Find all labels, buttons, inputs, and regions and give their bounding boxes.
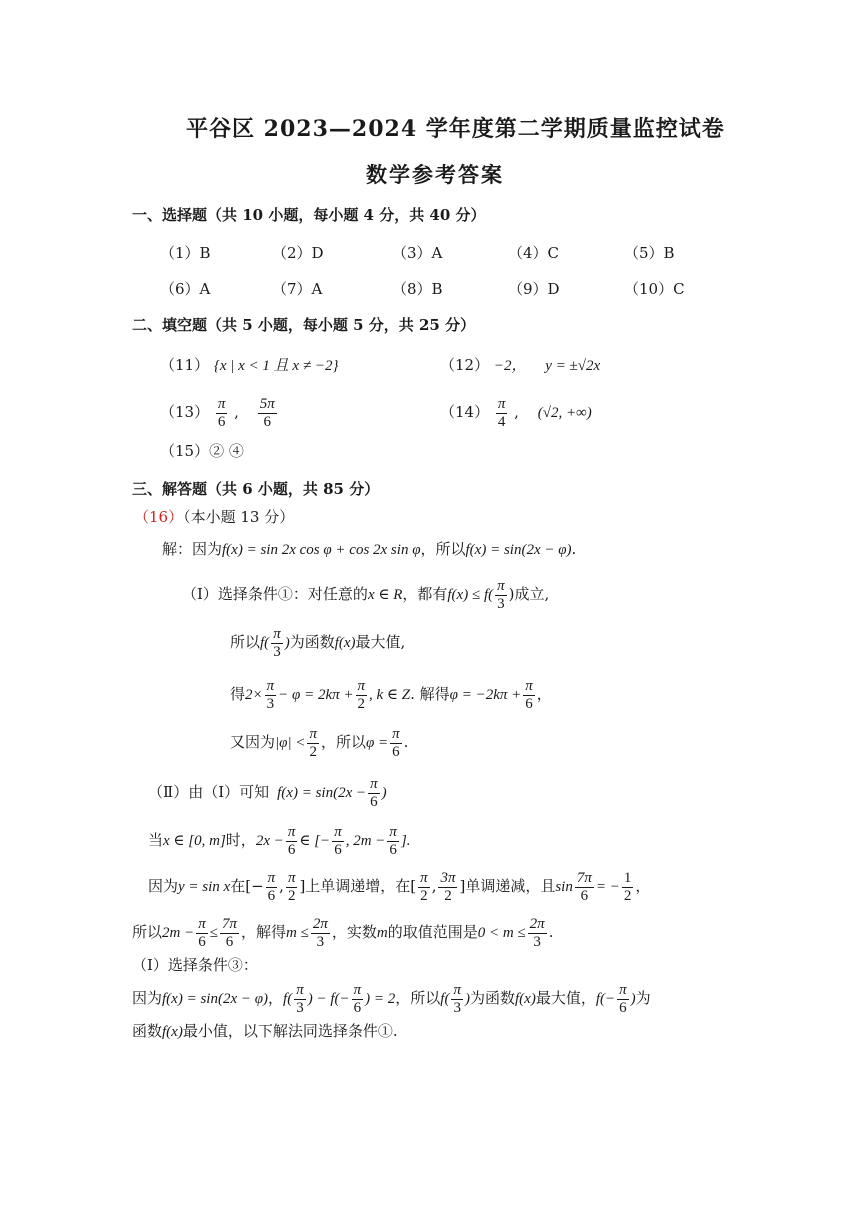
p7-fraction-1 xyxy=(266,870,278,905)
p8-f4-num: 2π xyxy=(529,915,545,932)
answer-8: （8）B xyxy=(392,280,443,298)
p7-f3-den: 2 xyxy=(420,887,428,904)
p7-f5-den: 6 xyxy=(580,887,589,904)
q16-header xyxy=(134,508,294,526)
p7-f6-den: 2 xyxy=(623,887,632,904)
answer-10: （10）C xyxy=(624,280,685,298)
q14-f-den: 4 xyxy=(497,413,506,430)
p5-a: （Ⅱ）由（Ⅰ）可知 xyxy=(148,783,270,801)
p7-fraction-3 xyxy=(418,870,430,905)
p6-fraction-1 xyxy=(286,824,298,859)
p8-b: 2m − xyxy=(162,925,195,941)
p4-f1-num: π xyxy=(309,725,317,742)
p6-f: , 2m − xyxy=(345,833,386,849)
p7-f2-num: π xyxy=(287,869,296,886)
q14-fraction xyxy=(496,396,508,431)
p7-h: sin xyxy=(555,879,573,895)
p11-c: 最小值，以下解法同选择条件①. xyxy=(182,1022,398,1040)
p2-f-den: 3 xyxy=(273,643,281,660)
p10-f1-den: 3 xyxy=(296,999,304,1016)
answer-1: （1）B xyxy=(160,244,211,262)
p10-b: f(x) = sin(2x − φ) xyxy=(162,991,269,1007)
part1-phi xyxy=(230,722,408,763)
p7-e: ]上单调递增，在[ xyxy=(299,877,417,895)
q12-answer-b: y = ±√2x xyxy=(545,358,601,374)
q11-label: （11） xyxy=(160,356,210,374)
p4-f2-num: π xyxy=(392,725,400,742)
page-subtitle: 数学参考答案 xyxy=(366,162,504,187)
p8-fraction-4 xyxy=(528,916,547,951)
p8-d: ，解得 xyxy=(241,923,287,941)
q12-label: （12） xyxy=(440,356,490,374)
part1-condition xyxy=(182,574,549,615)
p7-g: ]单调递减，且 xyxy=(459,877,556,895)
p6-fraction-2 xyxy=(332,824,344,859)
p2-fraction xyxy=(271,626,283,661)
p7-f: , xyxy=(431,877,437,895)
p2-f-num: π xyxy=(273,625,281,642)
p2-a: 所以 xyxy=(230,633,261,651)
p5-c: ) xyxy=(381,785,387,801)
p6-b: x ∈ [0, m] xyxy=(163,833,226,849)
p1-fraction xyxy=(495,578,507,613)
p10-n: ) xyxy=(630,991,636,1007)
q11-answer: {x | x < 1 且 x ≠ −2} xyxy=(213,358,339,374)
p6-e: ∈ [− xyxy=(299,833,331,849)
p3-c: − φ = 2kπ + xyxy=(278,687,354,703)
p7-fraction-4 xyxy=(438,870,457,905)
p10-fraction-4 xyxy=(617,982,629,1017)
q13-fraction-1 xyxy=(216,396,228,431)
section-3-heading: 三、解答题（共 6 小题，共 85 分） xyxy=(132,480,380,498)
p4-c: ，所以 xyxy=(320,733,366,751)
q14-label: （14） xyxy=(440,403,490,421)
p10-f3-den: 3 xyxy=(453,999,461,1016)
q14-answer-b: (√2, +∞) xyxy=(537,405,592,421)
p7-f3-num: π xyxy=(420,869,428,886)
p4-f1-den: 2 xyxy=(309,743,317,760)
p4-a: 又因为 xyxy=(230,733,276,751)
p4-f2-den: 6 xyxy=(392,743,400,760)
p10-k: f(x) xyxy=(515,991,536,1007)
p3-f1-den: 3 xyxy=(266,695,275,712)
p8-e: m ≤ xyxy=(286,925,309,941)
q16-number: （16） xyxy=(134,508,184,526)
condition3-line2 xyxy=(132,1022,398,1041)
p8-f1-den: 6 xyxy=(198,933,206,950)
q12-row xyxy=(440,356,600,375)
p3-f2-num: π xyxy=(357,677,366,694)
p6-a: 当 xyxy=(148,831,164,849)
q13-f1-den: 6 xyxy=(217,413,226,430)
p1-f-den: 3 xyxy=(497,595,505,612)
p10-a: 因为 xyxy=(132,989,163,1007)
p8-f2-num: 7π xyxy=(221,915,237,932)
answer-9: （9）D xyxy=(508,280,560,298)
p7-c: 在[− xyxy=(230,877,264,895)
p3-e: . 解得 xyxy=(410,685,450,703)
section-1-heading: 一、选择题（共 10 小题，每小题 4 分，共 40 分） xyxy=(132,206,486,224)
p3-f3-num: π xyxy=(525,677,533,694)
p11-b: f(x) xyxy=(162,1024,183,1040)
p3-f: φ = −2kπ + xyxy=(449,687,522,703)
p4-e: . xyxy=(403,733,409,751)
p1-d: f(x) ≤ f( xyxy=(447,587,494,603)
answer-2: （2）D xyxy=(272,244,324,262)
p7-f4-den: 2 xyxy=(444,887,452,904)
answer-6: （6）A xyxy=(160,280,211,298)
q13-f1-num: π xyxy=(217,395,226,412)
p6-f3-den: 6 xyxy=(389,841,397,858)
p5-f-den: 6 xyxy=(370,793,378,810)
p6-f1-num: π xyxy=(287,823,296,840)
q13-fraction-2 xyxy=(258,396,277,431)
p1-f-num: π xyxy=(497,577,505,594)
p10-fraction-2 xyxy=(352,982,364,1017)
p5-b: f(x) = sin(2x − xyxy=(277,785,367,801)
part1-solve xyxy=(230,674,552,715)
p10-h: f( xyxy=(440,991,450,1007)
q14-comma: , xyxy=(514,403,519,421)
p8-f1-num: π xyxy=(198,915,206,932)
q14-row xyxy=(440,392,592,433)
p8-fraction-3 xyxy=(311,916,330,951)
p8-f3-den: 3 xyxy=(316,933,325,950)
p6-f1-den: 6 xyxy=(287,841,296,858)
p7-f2-den: 2 xyxy=(287,887,296,904)
answer-4: （4）C xyxy=(508,244,560,262)
p2-c: ) xyxy=(284,635,290,651)
intro-formula-2: f(x) = sin(2x − φ) xyxy=(465,542,572,558)
p8-fraction-1 xyxy=(196,916,208,951)
p10-f4-den: 6 xyxy=(619,999,627,1016)
p3-g: ， xyxy=(536,685,552,703)
part1-condition3: （Ⅰ）选择条件③： xyxy=(132,956,258,974)
p5-fraction xyxy=(368,776,380,811)
p7-fraction-5 xyxy=(575,870,594,905)
p10-f: ) = 2 xyxy=(365,991,396,1007)
p3-f1-num: π xyxy=(266,677,275,694)
p3-f2-den: 2 xyxy=(357,695,365,712)
p10-f2-num: π xyxy=(353,981,362,998)
p7-f1-den: 6 xyxy=(267,887,276,904)
p8-fraction-2 xyxy=(220,916,239,951)
p8-a: 所以 xyxy=(132,923,163,941)
p4-d: φ = xyxy=(365,735,389,751)
intro-c: . xyxy=(571,540,577,558)
p6-c: 时， xyxy=(225,831,256,849)
p3-f3-den: 6 xyxy=(525,695,533,712)
p7-fraction-6 xyxy=(622,870,634,905)
p11-a: 函数 xyxy=(132,1022,163,1040)
solution-intro xyxy=(162,540,576,559)
p3-a: 得 xyxy=(230,685,246,703)
p7-b: y = sin x xyxy=(178,879,231,895)
part1-max xyxy=(230,622,405,663)
p4-fraction-1 xyxy=(307,726,319,761)
p8-f3-num: 2π xyxy=(312,915,328,932)
q13-f2-num: 5π xyxy=(259,395,275,412)
intro-b: ，所以 xyxy=(420,540,466,558)
q15-row: （15）② ④ xyxy=(160,442,244,460)
p8-i: 0 < m ≤ xyxy=(477,925,526,941)
p1-e: )成立, xyxy=(508,585,550,603)
p3-fraction-2 xyxy=(356,678,368,713)
p1-a: （Ⅰ）选择条件①：对任意的 xyxy=(182,585,368,603)
p10-m: f(− xyxy=(595,991,616,1007)
p8-f2-den: 6 xyxy=(225,933,234,950)
q16-note: （本小题 13 分） xyxy=(183,508,295,526)
part2-conclusion xyxy=(132,912,553,953)
p7-f4-num: 3π xyxy=(440,869,456,886)
p7-f1-num: π xyxy=(267,869,276,886)
p1-b: x ∈ R xyxy=(367,587,403,603)
p8-j: . xyxy=(548,923,554,941)
answer-7: （7）A xyxy=(272,280,323,298)
p10-c: ， xyxy=(268,989,284,1007)
p10-f1-num: π xyxy=(296,981,304,998)
p8-f: ，实数 xyxy=(331,923,377,941)
p2-d: 为函数 xyxy=(289,633,335,651)
q13-label: （13） xyxy=(160,403,210,421)
part2-intro xyxy=(148,772,387,813)
q11-row xyxy=(160,356,338,375)
p10-f3-num: π xyxy=(453,981,461,998)
p3-fraction-3 xyxy=(523,678,535,713)
p10-d: f( xyxy=(283,991,293,1007)
answer-5: （5）B xyxy=(624,244,675,262)
p7-i: = − xyxy=(595,879,620,895)
q13-comma: , xyxy=(234,403,239,421)
p5-f-num: π xyxy=(370,775,378,792)
p3-b: 2× xyxy=(245,687,263,703)
p6-d: 2x − xyxy=(255,833,284,849)
answer-3: （3）A xyxy=(392,244,443,262)
p7-a: 因为 xyxy=(148,877,179,895)
intro-formula-1: f(x) = sin 2x cos φ + cos 2x sin φ xyxy=(222,542,421,558)
p3-fraction-1 xyxy=(265,678,277,713)
q13-f2-den: 6 xyxy=(263,413,271,430)
condition3-line1 xyxy=(132,978,651,1019)
p10-o: 为 xyxy=(635,989,651,1007)
p6-g: ]. xyxy=(400,833,411,849)
part2-range xyxy=(148,820,411,861)
p10-l: 最大值， xyxy=(535,989,596,1007)
p2-f: 最大值, xyxy=(355,633,406,651)
q13-row xyxy=(160,392,279,432)
p10-j: 为函数 xyxy=(469,989,515,1007)
page-title: 平谷区 2023—2024 学年度第二学期质量监控试卷 xyxy=(186,116,725,142)
p6-f3-num: π xyxy=(389,823,397,840)
p10-fraction-1 xyxy=(294,982,306,1017)
p6-fraction-3 xyxy=(387,824,399,859)
p7-f6-num: 1 xyxy=(623,869,632,886)
p2-e: f(x) xyxy=(334,635,356,651)
p7-d: , xyxy=(279,877,284,895)
q12-answer-a: −2， xyxy=(493,358,527,374)
p7-fraction-2 xyxy=(286,870,298,905)
p8-g: m xyxy=(376,925,388,941)
p6-f2-den: 6 xyxy=(334,841,342,858)
p10-i: ) xyxy=(464,991,470,1007)
p10-e: ) − f(− xyxy=(307,991,350,1007)
p4-b: |φ| < xyxy=(275,735,306,751)
p8-h: 的取值范围是 xyxy=(387,923,478,941)
p10-f2-den: 6 xyxy=(353,999,362,1016)
q14-f-num: π xyxy=(497,395,506,412)
p7-j: ， xyxy=(635,877,651,895)
section-2-heading: 二、填空题（共 5 小题，每小题 5 分，共 25 分） xyxy=(132,316,476,334)
p4-fraction-2 xyxy=(390,726,402,761)
p3-d: , k ∈ Z xyxy=(369,687,411,703)
part2-monotonic xyxy=(148,866,650,907)
p2-b: f( xyxy=(260,635,270,651)
p10-f4-num: π xyxy=(619,981,627,998)
p6-f2-num: π xyxy=(334,823,342,840)
intro-a: 解：因为 xyxy=(162,540,223,558)
p10-g: ，所以 xyxy=(395,989,441,1007)
p8-c: ≤ xyxy=(209,925,218,941)
p10-fraction-3 xyxy=(451,982,463,1017)
p1-c: ，都有 xyxy=(402,585,448,603)
p7-f5-num: 7π xyxy=(576,869,592,886)
p8-f4-den: 3 xyxy=(533,933,541,950)
